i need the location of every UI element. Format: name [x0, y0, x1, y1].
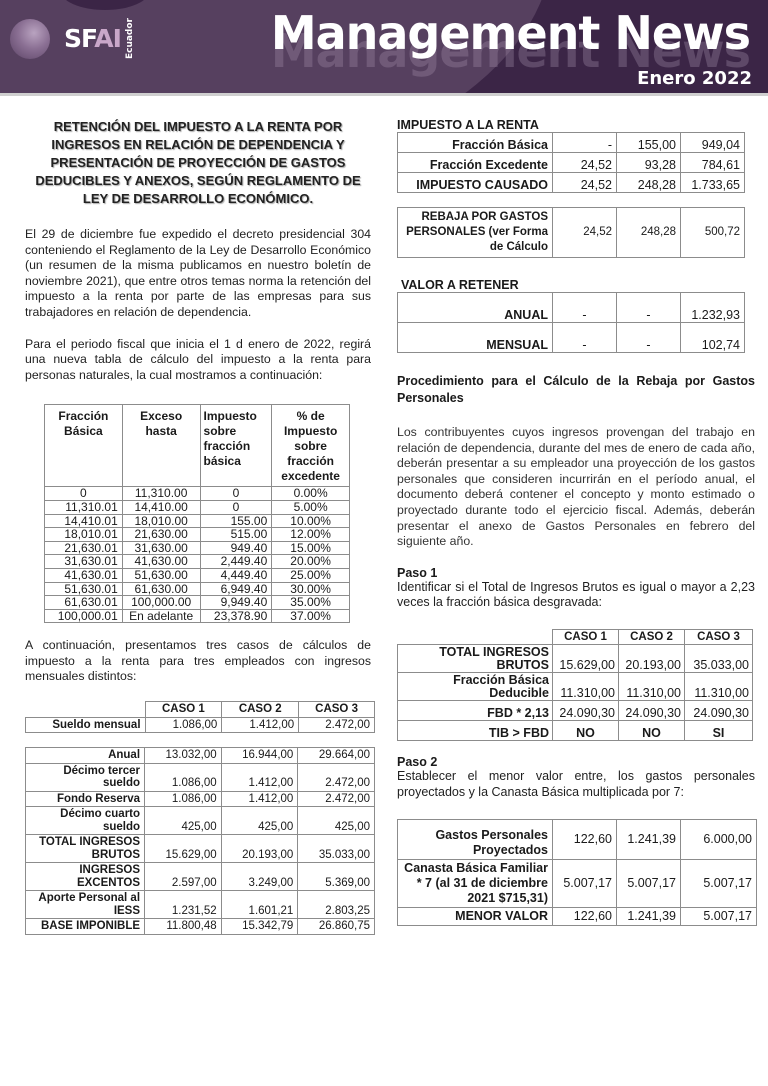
impuesto-table	[397, 132, 745, 193]
cell: 21,630.01	[45, 541, 123, 555]
table-row	[45, 568, 350, 582]
cell: 16.944,00	[221, 748, 298, 764]
cell: 5.007,17	[553, 859, 617, 907]
table-row	[398, 153, 745, 173]
cell: 51,630.01	[45, 582, 123, 596]
table-row	[26, 807, 375, 835]
cell: 425,00	[298, 807, 375, 835]
cell: 11.310,00	[553, 673, 619, 701]
cell: 1.232,93	[681, 293, 745, 323]
row-label: MENSUAL	[398, 323, 553, 353]
row-label: Fracción Básica	[398, 133, 553, 153]
table-row	[398, 819, 757, 859]
cell: 2,449.40	[200, 555, 272, 569]
cell: 24,52	[553, 208, 617, 258]
cell: 949.40	[200, 541, 272, 555]
table-row	[398, 208, 745, 258]
cell: 35.033,00	[298, 835, 375, 863]
cell: 2.803,25	[298, 891, 375, 919]
row-label: BASE IMPONIBLE	[26, 919, 145, 935]
cell: 15.629,00	[145, 835, 222, 863]
table-row	[45, 609, 350, 623]
row-label: TOTAL INGRESOS BRUTOS	[398, 645, 553, 673]
cell: 102,74	[681, 323, 745, 353]
cell: 0.00%	[272, 487, 350, 501]
row-label: MENOR VALOR	[398, 907, 553, 925]
row-label: Canasta Básica Familiar * 7 (al 31 de diciembre 2021 $715,31)	[398, 859, 553, 907]
cell: 37.00%	[272, 609, 350, 623]
left-column	[25, 118, 371, 935]
cell: 9,949.40	[200, 596, 272, 610]
cell: 784,61	[681, 153, 745, 173]
cell: -	[553, 293, 617, 323]
step2-text: Establecer el menor valor entre, los gastos personales proyectados y la Canasta Básica multiplicada por 7:	[397, 769, 755, 800]
row-label: ANUAL	[398, 293, 553, 323]
newsletter-title: Management News	[270, 6, 750, 60]
cell: 61,630.00	[122, 582, 200, 596]
cell: 15.00%	[272, 541, 350, 555]
cell: 425,00	[145, 807, 222, 835]
table-row	[26, 919, 375, 935]
cell: 4,449.40	[200, 568, 272, 582]
table-row	[45, 528, 350, 542]
table-row	[398, 323, 745, 353]
row-label: FBD * 2,13	[398, 701, 553, 721]
table-row	[26, 863, 375, 891]
banner-divider	[0, 93, 768, 96]
cell: 24.090,30	[685, 701, 753, 721]
cell: NO	[553, 721, 619, 741]
cell: 24,52	[553, 173, 617, 193]
cell: 100,000.01	[45, 609, 123, 623]
col-header: Fracción Básica	[45, 405, 123, 487]
cell: 1.412,00	[221, 791, 298, 807]
procedure-title: Procedimiento para el Cálculo de la Rebaja por Gastos Personales	[397, 374, 755, 405]
cell: 21,630.00	[122, 528, 200, 542]
cell: 1.086,00	[145, 791, 222, 807]
cell: 26.860,75	[298, 919, 375, 935]
col-header: CASO 3	[685, 629, 753, 645]
cell: 31,630.00	[122, 541, 200, 555]
cell: 122,60	[553, 907, 617, 925]
cell: 93,28	[617, 153, 681, 173]
table-row	[26, 791, 375, 807]
cell: -	[553, 323, 617, 353]
table-row	[26, 763, 375, 791]
col-header: CASO 1	[553, 629, 619, 645]
row-label: INGRESOS EXCENTOS	[26, 863, 145, 891]
cell: 0	[200, 487, 272, 501]
row-label: IMPUESTO CAUSADO	[398, 173, 553, 193]
table-row	[45, 500, 350, 514]
cell: 11,310.01	[45, 500, 123, 514]
table-row	[398, 293, 745, 323]
row-label: TOTAL INGRESOS BRUTOS	[26, 835, 145, 863]
table-row	[26, 717, 375, 733]
logo-sphere-icon	[10, 19, 50, 59]
tax-brackets-table	[44, 404, 350, 623]
row-label: Aporte Personal al IESS	[26, 891, 145, 919]
row-label: Gastos Personales Proyectados	[398, 819, 553, 859]
cell: En adelante	[122, 609, 200, 623]
col-header: CASO 2	[619, 629, 685, 645]
cell: 23,378.90	[200, 609, 272, 623]
cell: 30.00%	[272, 582, 350, 596]
cell: 15.342,79	[221, 919, 298, 935]
retener-table	[397, 292, 745, 353]
cell: 2.472,00	[299, 717, 375, 733]
table-row	[26, 835, 375, 863]
cell: 1.086,00	[145, 763, 222, 791]
cell: 5.007,17	[681, 907, 757, 925]
cell: 500,72	[681, 208, 745, 258]
logo-country: Ecuador	[124, 18, 135, 60]
tax-table-intro: Para el periodo fiscal que inicia el 1 d enero de 2022, regirá una nueva tabla de cálculo del impuesto a la renta para personas naturales, la cual mostramos a continuación:	[25, 336, 371, 382]
cell: 248,28	[617, 173, 681, 193]
header-banner	[0, 0, 768, 96]
cell: -	[617, 323, 681, 353]
cell: 29.664,00	[298, 748, 375, 764]
col-header: Exceso hasta	[122, 405, 200, 487]
cell: 1.412,00	[221, 763, 298, 791]
cell: 15.629,00	[553, 645, 619, 673]
cell: 1.601,21	[221, 891, 298, 919]
intro-paragraph: El 29 de diciembre fue expedido el decreto presidencial 304 conteniendo el Reglamento de la Ley de Desarrollo Económico (un resumen de la misma publicamos en nuestro boletín de noviembre 2021), que entre otros temas norma la retención del impuesto a la renta por parte de las empresas para sus trabajadores en relación de dependencia.	[25, 227, 371, 319]
logo-wordmark: SFAI	[64, 24, 121, 54]
cell: 12.00%	[272, 528, 350, 542]
table-row	[398, 701, 753, 721]
cell: 6.000,00	[681, 819, 757, 859]
cell: 11.800,48	[145, 919, 222, 935]
cell: 155.00	[200, 514, 272, 528]
cell: 949,04	[681, 133, 745, 153]
cell: 41,630.00	[122, 555, 200, 569]
row-label: Décimo cuarto sueldo	[26, 807, 145, 835]
cell: 18,010.00	[122, 514, 200, 528]
row-label: Fondo Reserva	[26, 791, 145, 807]
table-row	[398, 645, 753, 673]
cell: SI	[685, 721, 753, 741]
cell: 0	[200, 500, 272, 514]
cell: 10.00%	[272, 514, 350, 528]
step2-table	[397, 819, 757, 926]
rebaja-table	[397, 207, 745, 258]
row-label: Décimo tercer sueldo	[26, 763, 145, 791]
cell: 2.472,00	[298, 763, 375, 791]
newsletter-date: Enero 2022	[637, 68, 752, 89]
step1-text: Identificar si el Total de Ingresos Brutos es igual o mayor a 2,23 veces la fracción básica desgravada:	[397, 579, 755, 610]
cell: 14,410.00	[122, 500, 200, 514]
cell: 1.241,39	[617, 819, 681, 859]
cell: 20.193,00	[221, 835, 298, 863]
procedure-paragraph: Los contribuyentes cuyos ingresos provengan del trabajo en relación de dependencia, durante del mes de enero de cada año, deberán presentar a su empleador una proyección de los gastos personales que consideren incurrirán en el período anual, el documento deberá contener el concepto y monto estimado o proyectado durante todo el ejercicio fiscal. Además, deberán presentar el anexo de Gastos Personales en febrero del siguiente año.	[397, 425, 755, 549]
cell: 515.00	[200, 528, 272, 542]
cell: 11,310.00	[122, 487, 200, 501]
cell: 5.007,17	[681, 859, 757, 907]
retener-label: VALOR A RETENER	[401, 278, 519, 292]
cell: -	[553, 133, 617, 153]
table-row	[398, 907, 757, 925]
right-column	[397, 118, 755, 926]
table-row	[398, 673, 753, 701]
impuesto-label: IMPUESTO A LA RENTA	[397, 118, 539, 132]
cell: 20.193,00	[619, 645, 685, 673]
col-header: CASO 2	[222, 702, 299, 718]
cell: 41,630.01	[45, 568, 123, 582]
cell: NO	[619, 721, 685, 741]
step1-title: Paso 1	[397, 565, 438, 580]
table-row	[398, 721, 753, 741]
cell: 1.086,00	[145, 717, 222, 733]
cell: 1.241,39	[617, 907, 681, 925]
row-label: REBAJA POR GASTOS PERSONALES (ver Forma de Cálculo	[398, 208, 553, 258]
row-label: Sueldo mensual	[26, 717, 146, 733]
cell: 2.597,00	[145, 863, 222, 891]
cell: 61,630.01	[45, 596, 123, 610]
cell: 24.090,30	[619, 701, 685, 721]
table-row	[45, 487, 350, 501]
cell: 35.00%	[272, 596, 350, 610]
cell: 5.00%	[272, 500, 350, 514]
table-row	[45, 596, 350, 610]
cell: 5.007,17	[617, 859, 681, 907]
table-row	[45, 555, 350, 569]
cell: 1.231,52	[145, 891, 222, 919]
cell: 248,28	[617, 208, 681, 258]
row-label: TIB > FBD	[398, 721, 553, 741]
cell: 51,630.00	[122, 568, 200, 582]
cell: 24.090,30	[553, 701, 619, 721]
step1-table	[397, 629, 753, 742]
table-row	[26, 748, 375, 764]
table-row	[45, 582, 350, 596]
row-label: Fracción Básica Deducible	[398, 673, 553, 701]
cell: 3.249,00	[221, 863, 298, 891]
cell: 425,00	[221, 807, 298, 835]
table-row	[45, 514, 350, 528]
cell: 5.369,00	[298, 863, 375, 891]
col-header: Impuesto sobre fracción básica	[200, 405, 272, 487]
cell: 6,949.40	[200, 582, 272, 596]
cell: 1.733,65	[681, 173, 745, 193]
cell: 13.032,00	[145, 748, 222, 764]
cell: 24,52	[553, 153, 617, 173]
cell: 25.00%	[272, 568, 350, 582]
cases-intro: A continuación, presentamos tres casos de cálculos de impuesto a la renta para tres empleados con ingresos mensuales distintos:	[25, 638, 371, 684]
cell: 100,000.00	[122, 596, 200, 610]
cell: 122,60	[553, 819, 617, 859]
step2-title: Paso 2	[397, 755, 438, 770]
table-row	[26, 891, 375, 919]
col-header: CASO 1	[145, 702, 222, 718]
cell: 31,630.01	[45, 555, 123, 569]
cell: -	[617, 293, 681, 323]
row-label: Fracción Excedente	[398, 153, 553, 173]
table-row	[398, 133, 745, 153]
cell: 1.412,00	[222, 717, 299, 733]
cell: 14,410.01	[45, 514, 123, 528]
cell: 11.310,00	[619, 673, 685, 701]
salary-table	[25, 701, 375, 733]
income-table	[25, 747, 375, 935]
cell: 20.00%	[272, 555, 350, 569]
cell: 11.310,00	[685, 673, 753, 701]
cell: 18,010.01	[45, 528, 123, 542]
table-row	[45, 541, 350, 555]
col-header: % de Impuesto sobre fracción excedente	[272, 405, 350, 487]
col-header: CASO 3	[299, 702, 375, 718]
cell: 2.472,00	[298, 791, 375, 807]
cell: 0	[45, 487, 123, 501]
table-row	[398, 173, 745, 193]
table-row	[398, 859, 757, 907]
sfai-logo	[10, 18, 135, 59]
row-label: Anual	[26, 748, 145, 764]
article-headline: RETENCIÓN DEL IMPUESTO A LA RENTA POR INGRESOS EN RELACIÓN DE DEPENDENCIA Y PRESENTACIÓN DE PROYECCIÓN DE GASTOS DEDUCIBLES Y ANEXOS, SEGÚN REGLAMENTO DE LEY DE DESARROLLO ECONÓMICO.	[35, 119, 361, 206]
cell: 155,00	[617, 133, 681, 153]
cell: 35.033,00	[685, 645, 753, 673]
